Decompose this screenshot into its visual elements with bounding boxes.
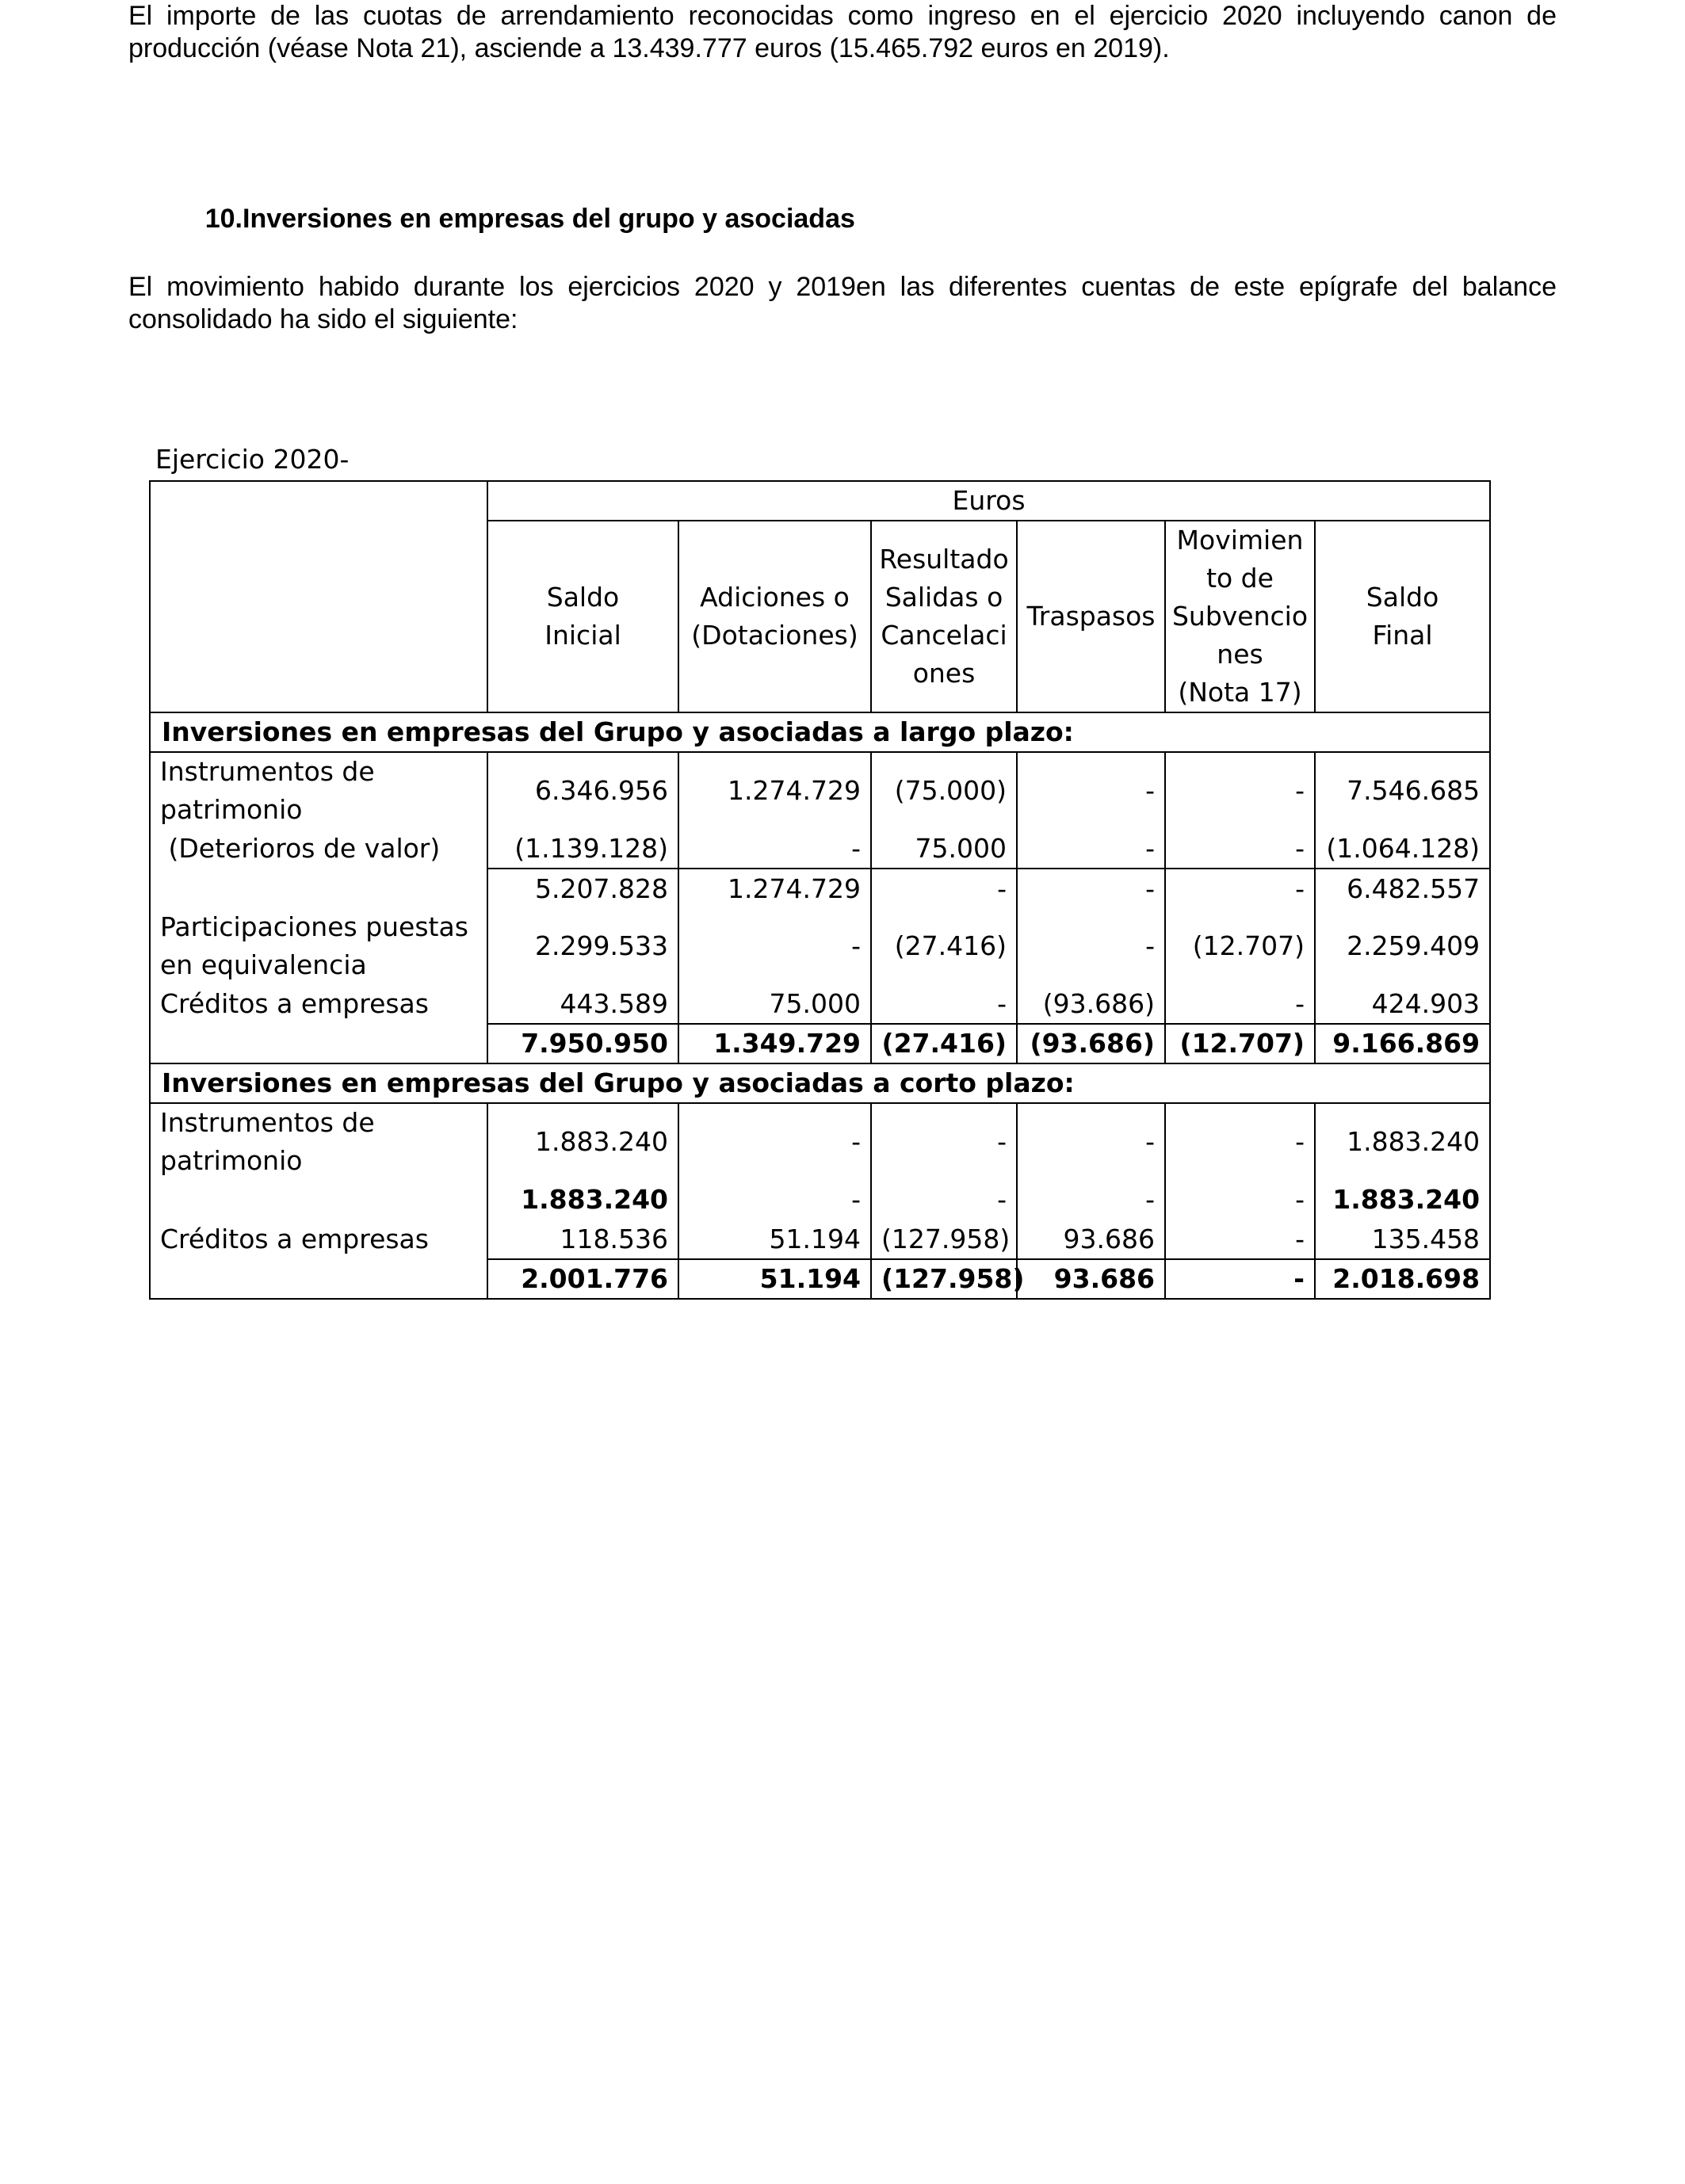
cell: (1.064.128) xyxy=(1315,829,1490,869)
col-header-resultado-salidas: Resultado Salidas o Cancelaci ones xyxy=(871,521,1017,712)
cell: - xyxy=(871,1180,1017,1220)
total-cell: 9.166.869 xyxy=(1315,1024,1490,1063)
total-cell: 7.950.950 xyxy=(487,1024,678,1063)
row-label: Participaciones puestas en equivalencia xyxy=(150,908,487,984)
section-title-row xyxy=(150,712,1490,752)
cell: 5.207.828 xyxy=(487,869,678,908)
cell: (27.416) xyxy=(871,908,1017,984)
cell: - xyxy=(1017,1103,1165,1180)
cell: 93.686 xyxy=(1017,1220,1165,1259)
col-header-subvenciones: Movimien to de Subvencio nes (Nota 17) xyxy=(1165,521,1315,712)
cell: 1.883.240 xyxy=(1315,1103,1490,1180)
row-label: Instrumentos de patrimonio xyxy=(150,1103,487,1180)
cell: - xyxy=(871,984,1017,1024)
cell: 1.274.729 xyxy=(678,752,871,829)
table-row xyxy=(150,984,1490,1024)
cell: (75.000) xyxy=(871,752,1017,829)
section-title: Inversiones en empresas del grupo y asociadas xyxy=(243,204,855,234)
cell: - xyxy=(1165,1103,1315,1180)
cell: 6.346.956 xyxy=(487,752,678,829)
cell: - xyxy=(1165,752,1315,829)
col-header-saldo-final: Saldo Final xyxy=(1315,521,1490,712)
total-cell: 51.194 xyxy=(678,1259,871,1299)
row-label: Créditos a empresas xyxy=(150,1220,487,1259)
cell: - xyxy=(1165,869,1315,908)
cell: - xyxy=(871,1103,1017,1180)
cell: 6.482.557 xyxy=(1315,869,1490,908)
cell: (1.139.128) xyxy=(487,829,678,869)
cell: - xyxy=(1165,1180,1315,1220)
currency-header-row xyxy=(150,481,1490,521)
cell: 424.903 xyxy=(1315,984,1490,1024)
cell: - xyxy=(871,869,1017,908)
total-cell: (127.958) xyxy=(871,1259,1017,1299)
cell: - xyxy=(1165,829,1315,869)
row-label xyxy=(150,1180,487,1220)
cell: - xyxy=(678,908,871,984)
cell: 2.299.533 xyxy=(487,908,678,984)
table-row xyxy=(150,752,1490,829)
cell: - xyxy=(1017,1180,1165,1220)
cell: 443.589 xyxy=(487,984,678,1024)
currency-header: Euros xyxy=(487,481,1490,521)
table-row xyxy=(150,1220,1490,1259)
total-cell: (27.416) xyxy=(871,1024,1017,1063)
row-label: (Deterioros de valor) xyxy=(150,829,487,869)
cell: 51.194 xyxy=(678,1220,871,1259)
cell: - xyxy=(1017,829,1165,869)
total-row xyxy=(150,1259,1490,1299)
col-header-traspasos: Traspasos xyxy=(1017,521,1165,712)
cell: 1.883.240 xyxy=(1315,1180,1490,1220)
row-label: Instrumentos de patrimonio xyxy=(150,752,487,829)
row-label: Créditos a empresas xyxy=(150,984,487,1024)
total-cell: 93.686 xyxy=(1017,1259,1165,1299)
table-row xyxy=(150,908,1490,984)
cell: 1.274.729 xyxy=(678,869,871,908)
section-heading xyxy=(128,203,855,235)
short-term-title: Inversiones en empresas del Grupo y asociadas a corto plazo: xyxy=(150,1063,1490,1103)
row-label xyxy=(150,1259,487,1299)
cell: 2.259.409 xyxy=(1315,908,1490,984)
total-cell: - xyxy=(1165,1259,1315,1299)
table-row xyxy=(150,1103,1490,1180)
cell: - xyxy=(1017,908,1165,984)
total-cell: 1.349.729 xyxy=(678,1024,871,1063)
section-number: 10. xyxy=(204,204,243,234)
intro-paragraph: El importe de las cuotas de arrendamiento reconocidas como ingreso en el ejercicio 2020 incluyendo canon de producción (véase Nota 21), asciende a 13.439.777 euros (15.465.792 euros en 2019). xyxy=(128,1,1557,63)
table-row xyxy=(150,829,1490,869)
total-cell: 2.018.698 xyxy=(1315,1259,1490,1299)
cell: 135.458 xyxy=(1315,1220,1490,1259)
cell: 75.000 xyxy=(678,984,871,1024)
cell: (127.958) xyxy=(871,1220,1017,1259)
col-header-adiciones: Adiciones o (Dotaciones) xyxy=(678,521,871,712)
header-empty-cell xyxy=(150,481,487,712)
cell: 1.883.240 xyxy=(487,1180,678,1220)
total-cell: 2.001.776 xyxy=(487,1259,678,1299)
table-caption: Ejercicio 2020- xyxy=(155,444,350,475)
total-cell: (93.686) xyxy=(1017,1024,1165,1063)
cell: - xyxy=(678,829,871,869)
investments-table xyxy=(149,480,1491,1300)
cell: - xyxy=(1165,1220,1315,1259)
total-row xyxy=(150,1024,1490,1063)
cell: - xyxy=(678,1103,871,1180)
cell: 1.883.240 xyxy=(487,1103,678,1180)
row-label xyxy=(150,1024,487,1063)
cell: - xyxy=(678,1180,871,1220)
cell: - xyxy=(1017,869,1165,908)
section-title-row xyxy=(150,1063,1490,1103)
cell: 75.000 xyxy=(871,829,1017,869)
table-row xyxy=(150,869,1490,908)
cell: - xyxy=(1165,984,1315,1024)
cell: (12.707) xyxy=(1165,908,1315,984)
section-paragraph: El movimiento habido durante los ejercicios 2020 y 2019en las diferentes cuentas de este epígrafe del balance consolidado ha sido el siguiente: xyxy=(128,272,1557,334)
cell: 7.546.685 xyxy=(1315,752,1490,829)
col-header-saldo-inicial: Saldo Inicial xyxy=(487,521,678,712)
cell: - xyxy=(1017,752,1165,829)
cell: 118.536 xyxy=(487,1220,678,1259)
cell: (93.686) xyxy=(1017,984,1165,1024)
row-label xyxy=(150,869,487,908)
table-row xyxy=(150,1180,1490,1220)
total-cell: (12.707) xyxy=(1165,1024,1315,1063)
long-term-title: Inversiones en empresas del Grupo y asociadas a largo plazo: xyxy=(150,712,1490,752)
